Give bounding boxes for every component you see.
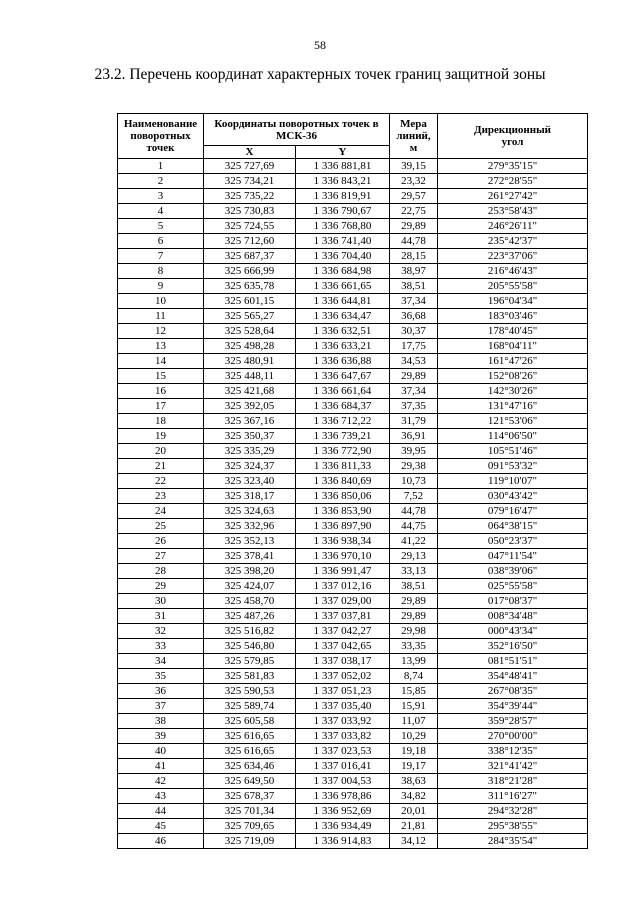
x-coordinate-cell: 325 616,65 (204, 729, 296, 744)
point-number-cell: 26 (118, 534, 204, 549)
direction-angle-cell: 121°53'06" (438, 414, 588, 429)
header-coordinates-line: МСК-36 (276, 129, 317, 142)
y-coordinate-cell: 1 336 741,40 (296, 234, 390, 249)
direction-angle-cell: 279°35'15" (438, 159, 588, 174)
point-number-cell: 35 (118, 669, 204, 684)
direction-angle-cell: 359°28'57" (438, 714, 588, 729)
table-row (118, 819, 588, 834)
y-coordinate-cell: 1 336 840,69 (296, 474, 390, 489)
section-title: 23.2. Перечень координат характерных точек границ защитной зоны (94, 66, 546, 83)
x-coordinate-cell: 325 589,74 (204, 699, 296, 714)
y-coordinate-cell: 1 336 881,81 (296, 159, 390, 174)
table-row (118, 504, 588, 519)
direction-angle-cell: 079°16'47" (438, 504, 588, 519)
x-coordinate-cell: 325 448,11 (204, 369, 296, 384)
y-coordinate-cell: 1 336 647,67 (296, 369, 390, 384)
line-measure-cell: 29,13 (390, 549, 438, 564)
direction-angle-cell: 025°55'58" (438, 579, 588, 594)
line-measure-cell: 34,82 (390, 789, 438, 804)
direction-angle-cell: 114°06'50" (438, 429, 588, 444)
line-measure-cell: 17,75 (390, 339, 438, 354)
direction-angle-cell: 168°04'11" (438, 339, 588, 354)
direction-angle-cell: 047°11'54" (438, 549, 588, 564)
y-coordinate-cell: 1 336 636,88 (296, 354, 390, 369)
point-number-cell: 27 (118, 549, 204, 564)
table-row (118, 804, 588, 819)
point-number-cell: 6 (118, 234, 204, 249)
table-row (118, 609, 588, 624)
line-measure-cell: 38,51 (390, 579, 438, 594)
table-row (118, 579, 588, 594)
direction-angle-cell: 318°21'28" (438, 774, 588, 789)
table-row (118, 669, 588, 684)
header-point-name-line: точек (146, 142, 175, 154)
table-row (118, 309, 588, 324)
x-coordinate-cell: 325 724,55 (204, 219, 296, 234)
point-number-cell: 22 (118, 474, 204, 489)
table-row (118, 429, 588, 444)
point-number-cell: 21 (118, 459, 204, 474)
line-measure-cell: 29,89 (390, 594, 438, 609)
direction-angle-cell: 091°53'32" (438, 459, 588, 474)
point-number-cell: 24 (118, 504, 204, 519)
x-coordinate-cell: 325 335,29 (204, 444, 296, 459)
direction-angle-cell: 105°51'46" (438, 444, 588, 459)
x-coordinate-cell: 325 601,15 (204, 294, 296, 309)
direction-angle-cell: 017°08'37" (438, 594, 588, 609)
header-point-name (118, 114, 204, 159)
line-measure-cell: 36,91 (390, 429, 438, 444)
y-coordinate-cell: 1 336 739,21 (296, 429, 390, 444)
header-direction-angle (438, 114, 588, 159)
line-measure-cell: 29,89 (390, 609, 438, 624)
line-measure-cell: 44,78 (390, 234, 438, 249)
x-coordinate-cell: 325 516,82 (204, 624, 296, 639)
x-coordinate-cell: 325 730,83 (204, 204, 296, 219)
table-row (118, 729, 588, 744)
header-line-measure-line: линий, (396, 130, 431, 142)
direction-angle-cell: 246°26'11" (438, 219, 588, 234)
table-row (118, 459, 588, 474)
point-number-cell: 42 (118, 774, 204, 789)
y-coordinate-cell: 1 336 934,49 (296, 819, 390, 834)
x-coordinate-cell: 325 605,58 (204, 714, 296, 729)
table-row (118, 759, 588, 774)
table-row (118, 189, 588, 204)
y-coordinate-cell: 1 336 772,90 (296, 444, 390, 459)
direction-angle-cell: 119°10'07" (438, 474, 588, 489)
header-direction-angle-line: Дирекционный (474, 124, 552, 136)
table-row (118, 234, 588, 249)
direction-angle-cell: 050°23'37" (438, 534, 588, 549)
direction-angle-cell: 270°00'00" (438, 729, 588, 744)
point-number-cell: 39 (118, 729, 204, 744)
y-coordinate-cell: 1 337 051,23 (296, 684, 390, 699)
line-measure-cell: 29,57 (390, 189, 438, 204)
line-measure-cell: 13,99 (390, 654, 438, 669)
point-number-cell: 9 (118, 279, 204, 294)
point-number-cell: 15 (118, 369, 204, 384)
direction-angle-cell: 272°28'55" (438, 174, 588, 189)
y-coordinate-cell: 1 336 914,83 (296, 834, 390, 849)
point-number-cell: 46 (118, 834, 204, 849)
table-row (118, 249, 588, 264)
table-row (118, 744, 588, 759)
x-coordinate-cell: 325 581,83 (204, 669, 296, 684)
table-row (118, 324, 588, 339)
x-coordinate-cell: 325 398,20 (204, 564, 296, 579)
point-number-cell: 34 (118, 654, 204, 669)
x-coordinate-cell: 325 528,64 (204, 324, 296, 339)
x-coordinate-cell: 325 687,37 (204, 249, 296, 264)
header-line-measure-line: Мера (400, 118, 427, 130)
point-number-cell: 40 (118, 744, 204, 759)
point-number-cell: 41 (118, 759, 204, 774)
line-measure-cell: 39,95 (390, 444, 438, 459)
table-row (118, 444, 588, 459)
direction-angle-cell: 295°38'55" (438, 819, 588, 834)
table-row (118, 294, 588, 309)
y-coordinate-cell: 1 336 704,40 (296, 249, 390, 264)
table-row (118, 339, 588, 354)
point-number-cell: 10 (118, 294, 204, 309)
x-coordinate-cell: 325 324,63 (204, 504, 296, 519)
direction-angle-cell: 008°34'48" (438, 609, 588, 624)
table-row (118, 474, 588, 489)
header-line-measure-line: м (409, 142, 418, 154)
point-number-cell: 38 (118, 714, 204, 729)
line-measure-cell: 44,78 (390, 504, 438, 519)
point-number-cell: 13 (118, 339, 204, 354)
line-measure-cell: 7,52 (390, 489, 438, 504)
x-coordinate-cell: 325 350,37 (204, 429, 296, 444)
table-row (118, 549, 588, 564)
direction-angle-cell: 030°43'42" (438, 489, 588, 504)
direction-angle-cell: 267°08'35" (438, 684, 588, 699)
x-coordinate-cell: 325 487,26 (204, 609, 296, 624)
x-coordinate-cell: 325 590,53 (204, 684, 296, 699)
direction-angle-cell: 000°43'34" (438, 624, 588, 639)
x-coordinate-cell: 325 709,65 (204, 819, 296, 834)
y-coordinate-cell: 1 336 684,98 (296, 264, 390, 279)
table-row (118, 564, 588, 579)
line-measure-cell: 19,18 (390, 744, 438, 759)
y-coordinate-cell: 1 336 938,34 (296, 534, 390, 549)
table-row (118, 354, 588, 369)
table-row (118, 264, 588, 279)
point-number-cell: 29 (118, 579, 204, 594)
x-coordinate-cell: 325 546,80 (204, 639, 296, 654)
point-number-cell: 11 (118, 309, 204, 324)
header-y: Y (296, 146, 390, 159)
y-coordinate-cell: 1 336 970,10 (296, 549, 390, 564)
line-measure-cell: 29,89 (390, 219, 438, 234)
table-row (118, 774, 588, 789)
x-coordinate-cell: 325 734,21 (204, 174, 296, 189)
line-measure-cell: 10,73 (390, 474, 438, 489)
x-coordinate-cell: 325 480,91 (204, 354, 296, 369)
line-measure-cell: 21,81 (390, 819, 438, 834)
y-coordinate-cell: 1 337 033,92 (296, 714, 390, 729)
point-number-cell: 37 (118, 699, 204, 714)
line-measure-cell: 37,34 (390, 294, 438, 309)
direction-angle-cell: 081°51'51" (438, 654, 588, 669)
y-coordinate-cell: 1 337 037,81 (296, 609, 390, 624)
x-coordinate-cell: 325 498,28 (204, 339, 296, 354)
y-coordinate-cell: 1 336 632,51 (296, 324, 390, 339)
x-coordinate-cell: 325 616,65 (204, 744, 296, 759)
direction-angle-cell: 261°27'42" (438, 189, 588, 204)
point-number-cell: 33 (118, 639, 204, 654)
x-coordinate-cell: 325 579,85 (204, 654, 296, 669)
direction-angle-cell: 183°03'46" (438, 309, 588, 324)
x-coordinate-cell: 325 332,96 (204, 519, 296, 534)
y-coordinate-cell: 1 336 819,91 (296, 189, 390, 204)
direction-angle-cell: 354°48'41" (438, 669, 588, 684)
table-row (118, 204, 588, 219)
point-number-cell: 30 (118, 594, 204, 609)
x-coordinate-cell: 325 367,16 (204, 414, 296, 429)
y-coordinate-cell: 1 336 633,21 (296, 339, 390, 354)
y-coordinate-cell: 1 337 042,65 (296, 639, 390, 654)
x-coordinate-cell: 325 352,13 (204, 534, 296, 549)
table-row (118, 174, 588, 189)
point-number-cell: 32 (118, 624, 204, 639)
x-coordinate-cell: 325 735,22 (204, 189, 296, 204)
x-coordinate-cell: 325 323,40 (204, 474, 296, 489)
direction-angle-cell: 253°58'43" (438, 204, 588, 219)
line-measure-cell: 10,29 (390, 729, 438, 744)
y-coordinate-cell: 1 336 811,33 (296, 459, 390, 474)
y-coordinate-cell: 1 337 033,82 (296, 729, 390, 744)
line-measure-cell: 30,37 (390, 324, 438, 339)
table-row (118, 639, 588, 654)
line-measure-cell: 44,75 (390, 519, 438, 534)
table-row (118, 369, 588, 384)
table-row (118, 279, 588, 294)
header-coordinates-line: Координаты поворотных точек в (214, 117, 379, 130)
point-number-cell: 25 (118, 519, 204, 534)
direction-angle-cell: 142°30'26" (438, 384, 588, 399)
y-coordinate-cell: 1 336 991,47 (296, 564, 390, 579)
point-number-cell: 8 (118, 264, 204, 279)
line-measure-cell: 29,89 (390, 369, 438, 384)
y-coordinate-cell: 1 336 850,06 (296, 489, 390, 504)
x-coordinate-cell: 325 565,27 (204, 309, 296, 324)
direction-angle-cell: 161°47'26" (438, 354, 588, 369)
x-coordinate-cell: 325 378,41 (204, 549, 296, 564)
x-coordinate-cell: 325 635,78 (204, 279, 296, 294)
point-number-cell: 28 (118, 564, 204, 579)
line-measure-cell: 34,12 (390, 834, 438, 849)
header-coordinates (204, 114, 390, 146)
point-number-cell: 5 (118, 219, 204, 234)
line-measure-cell: 29,38 (390, 459, 438, 474)
y-coordinate-cell: 1 337 038,17 (296, 654, 390, 669)
header-point-name-line: Наименование (123, 118, 198, 130)
table-row (118, 594, 588, 609)
y-coordinate-cell: 1 337 016,41 (296, 759, 390, 774)
point-number-cell: 36 (118, 684, 204, 699)
header-point-name-line: поворотных (130, 130, 191, 142)
direction-angle-cell: 338°12'35" (438, 744, 588, 759)
table-row (118, 714, 588, 729)
header-line-measure (390, 114, 438, 159)
line-measure-cell: 29,98 (390, 624, 438, 639)
point-number-cell: 31 (118, 609, 204, 624)
x-coordinate-cell: 325 424,07 (204, 579, 296, 594)
x-coordinate-cell: 325 392,05 (204, 399, 296, 414)
y-coordinate-cell: 1 336 790,67 (296, 204, 390, 219)
line-measure-cell: 19,17 (390, 759, 438, 774)
table-row (118, 624, 588, 639)
y-coordinate-cell: 1 337 042,27 (296, 624, 390, 639)
point-number-cell: 3 (118, 189, 204, 204)
y-coordinate-cell: 1 336 644,81 (296, 294, 390, 309)
y-coordinate-cell: 1 336 634,47 (296, 309, 390, 324)
direction-angle-cell: 294°32'28" (438, 804, 588, 819)
point-number-cell: 23 (118, 489, 204, 504)
line-measure-cell: 8,74 (390, 669, 438, 684)
y-coordinate-cell: 1 337 052,02 (296, 669, 390, 684)
y-coordinate-cell: 1 336 661,64 (296, 384, 390, 399)
line-measure-cell: 36,68 (390, 309, 438, 324)
point-number-cell: 1 (118, 159, 204, 174)
x-coordinate-cell: 325 421,68 (204, 384, 296, 399)
coordinates-table (117, 113, 588, 849)
line-measure-cell: 23,32 (390, 174, 438, 189)
line-measure-cell: 11,07 (390, 714, 438, 729)
y-coordinate-cell: 1 337 029,00 (296, 594, 390, 609)
x-coordinate-cell: 325 649,50 (204, 774, 296, 789)
line-measure-cell: 31,79 (390, 414, 438, 429)
page-number: 58 (314, 38, 326, 52)
line-measure-cell: 38,97 (390, 264, 438, 279)
direction-angle-cell: 064°38'15" (438, 519, 588, 534)
table-row (118, 384, 588, 399)
line-measure-cell: 37,35 (390, 399, 438, 414)
y-coordinate-cell: 1 336 897,90 (296, 519, 390, 534)
direction-angle-cell: 131°47'16" (438, 399, 588, 414)
direction-angle-cell: 205°55'58" (438, 279, 588, 294)
y-coordinate-cell: 1 337 023,53 (296, 744, 390, 759)
line-measure-cell: 38,51 (390, 279, 438, 294)
table-row (118, 489, 588, 504)
direction-angle-cell: 321°41'42" (438, 759, 588, 774)
y-coordinate-cell: 1 336 853,90 (296, 504, 390, 519)
table-row (118, 654, 588, 669)
y-coordinate-cell: 1 337 004,53 (296, 774, 390, 789)
y-coordinate-cell: 1 337 012,16 (296, 579, 390, 594)
point-number-cell: 2 (118, 174, 204, 189)
direction-angle-cell: 352°16'50" (438, 639, 588, 654)
table-row (118, 834, 588, 849)
header-x: X (204, 146, 296, 159)
line-measure-cell: 38,63 (390, 774, 438, 789)
point-number-cell: 19 (118, 429, 204, 444)
y-coordinate-cell: 1 336 952,69 (296, 804, 390, 819)
y-coordinate-cell: 1 336 843,21 (296, 174, 390, 189)
line-measure-cell: 15,91 (390, 699, 438, 714)
table-row (118, 534, 588, 549)
x-coordinate-cell: 325 666,99 (204, 264, 296, 279)
point-number-cell: 7 (118, 249, 204, 264)
line-measure-cell: 28,15 (390, 249, 438, 264)
line-measure-cell: 33,13 (390, 564, 438, 579)
line-measure-cell: 37,34 (390, 384, 438, 399)
x-coordinate-cell: 325 458,70 (204, 594, 296, 609)
line-measure-cell: 33,35 (390, 639, 438, 654)
y-coordinate-cell: 1 337 035,40 (296, 699, 390, 714)
x-coordinate-cell: 325 324,37 (204, 459, 296, 474)
direction-angle-cell: 311°16'27" (438, 789, 588, 804)
line-measure-cell: 41,22 (390, 534, 438, 549)
point-number-cell: 4 (118, 204, 204, 219)
table-row (118, 789, 588, 804)
direction-angle-cell: 152°08'26" (438, 369, 588, 384)
table-row (118, 159, 588, 174)
direction-angle-cell: 216°46'43" (438, 264, 588, 279)
line-measure-cell: 39,15 (390, 159, 438, 174)
point-number-cell: 45 (118, 819, 204, 834)
y-coordinate-cell: 1 336 768,80 (296, 219, 390, 234)
table-body (118, 159, 588, 849)
x-coordinate-cell: 325 318,17 (204, 489, 296, 504)
x-coordinate-cell: 325 634,46 (204, 759, 296, 774)
header-direction-angle-line: угол (501, 136, 524, 148)
point-number-cell: 43 (118, 789, 204, 804)
table-row (118, 414, 588, 429)
x-coordinate-cell: 325 727,69 (204, 159, 296, 174)
direction-angle-cell: 354°39'44" (438, 699, 588, 714)
table-row (118, 684, 588, 699)
point-number-cell: 16 (118, 384, 204, 399)
x-coordinate-cell: 325 701,34 (204, 804, 296, 819)
line-measure-cell: 34,53 (390, 354, 438, 369)
point-number-cell: 12 (118, 324, 204, 339)
table-row (118, 399, 588, 414)
line-measure-cell: 15,85 (390, 684, 438, 699)
direction-angle-cell: 223°37'06" (438, 249, 588, 264)
y-coordinate-cell: 1 336 661,65 (296, 279, 390, 294)
point-number-cell: 20 (118, 444, 204, 459)
point-number-cell: 17 (118, 399, 204, 414)
point-number-cell: 18 (118, 414, 204, 429)
direction-angle-cell: 178°40'45" (438, 324, 588, 339)
point-number-cell: 14 (118, 354, 204, 369)
point-number-cell: 44 (118, 804, 204, 819)
line-measure-cell: 20,01 (390, 804, 438, 819)
direction-angle-cell: 284°35'54" (438, 834, 588, 849)
y-coordinate-cell: 1 336 978,86 (296, 789, 390, 804)
direction-angle-cell: 038°39'06" (438, 564, 588, 579)
table-row (118, 699, 588, 714)
x-coordinate-cell: 325 719,09 (204, 834, 296, 849)
table-row (118, 219, 588, 234)
y-coordinate-cell: 1 336 712,22 (296, 414, 390, 429)
direction-angle-cell: 196°04'34" (438, 294, 588, 309)
x-coordinate-cell: 325 678,37 (204, 789, 296, 804)
y-coordinate-cell: 1 336 684,37 (296, 399, 390, 414)
table-row (118, 519, 588, 534)
x-coordinate-cell: 325 712,60 (204, 234, 296, 249)
direction-angle-cell: 235°42'37" (438, 234, 588, 249)
line-measure-cell: 22,75 (390, 204, 438, 219)
